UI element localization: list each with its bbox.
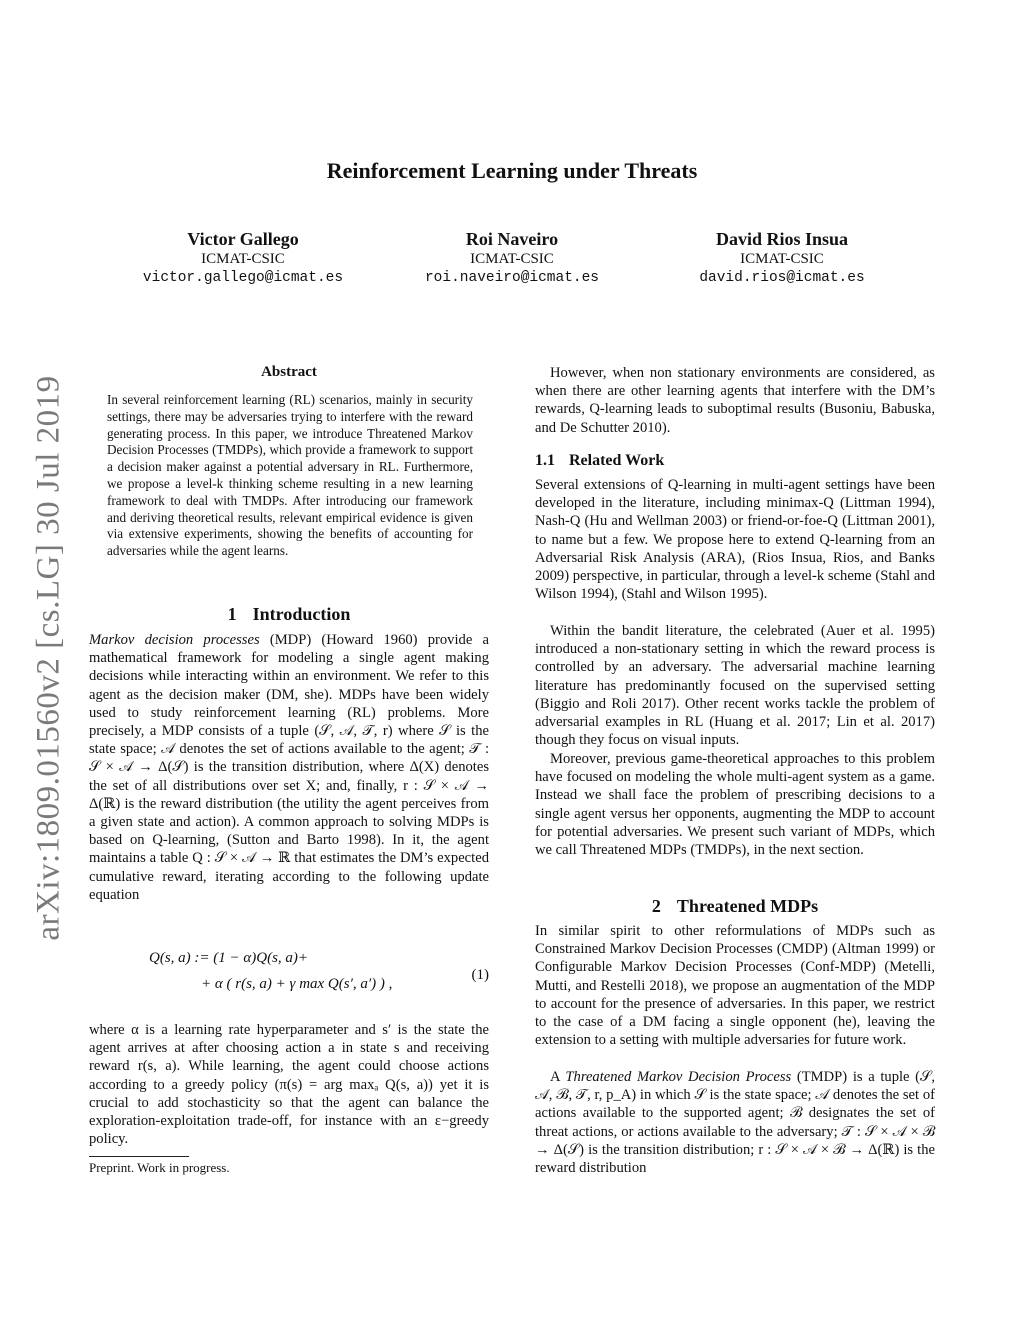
related-work-paragraph-3: Moreover, previous game-theoretical approaches to this problem have focused on modeling the whole multi-agent system as a game. Instead we shall face the problem of prescribing decisions to a single agent versus her opponents, augmenting the MDP to account for potential adversaries. We present such variant of MDPs, which we call Threatened MDPs (TMDPs), in the next section. xyxy=(535,751,935,859)
equation-line-1: Q(s, a) := (1 − α)Q(s, a)+ xyxy=(149,950,309,966)
equation-line-2: + α ( r(s, a) + γ max Q(s′, a′) ) , xyxy=(201,976,393,992)
related-work-paragraph-2: Within the bandit literature, the celebrated (Auer et al. 1995) introduced a non-stationary setting in which the reward process is controlled by an adversary. The adversarial machine learning literature has predominantly focused on the supervised setting (Biggio and Roli 2017). Other recent works tackle the problem of adversarial examples in RL (Huang et al. 2017; Lin et al. 2017) though they focus on visual inputs. xyxy=(535,623,935,749)
section-heading-threatened-mdps xyxy=(535,896,935,917)
tmdp-defined-term: Threatened Markov Decision Process xyxy=(565,1069,792,1085)
section-title: Introduction xyxy=(252,604,351,624)
tmdp-paragraph-1: In similar spirit to other reformulations of MDPs such as Constrained Markov Decision Processes (CMDP) (Altman 1999) or Configurable Markov Decision Processes (Conf-MDP) (Metelli, Mutti, and Restelli 2018), we propose an augmentation of the MDP to account for the presence of adversaries. In this paper, we restrict to the case of a DM facing a single opponent (he), leaving the extension to a setting with multiple adversaries for future work. xyxy=(535,923,935,1049)
intro-lead-term: Markov decision processes xyxy=(89,632,260,648)
tmdp-paragraph-2-prefix: A xyxy=(550,1069,566,1085)
author-block xyxy=(632,228,932,288)
subsection-heading-related-work xyxy=(535,452,935,470)
subsection-title: Related Work xyxy=(569,452,665,469)
author-email: victor.gallego@icmat.es xyxy=(142,270,344,286)
intro-paragraph-1 xyxy=(89,631,489,904)
section-title: Threatened MDPs xyxy=(676,896,819,916)
footnote-divider xyxy=(89,1156,189,1157)
author-affiliation: ICMAT-CSIC xyxy=(740,251,824,267)
subsection-number: 1.1 xyxy=(535,452,555,469)
intro-paragraph-2: where α is a learning rate hyperparameter and s′ is the state the agent arrives at after choosing action a in state s and receiving reward r(s, a). While learning, the agent could choose actions according to a greedy policy (π(s) = arg maxₐ Q(s, a)) yet it is crucial to add stochasticity so that the agent can balance the exploration-exploitation trade-off, for instance with an ε−greedy policy. xyxy=(89,1022,489,1148)
arxiv-identifier: arXiv:1809.01560v2 [cs.LG] 30 Jul 2019 xyxy=(30,375,67,941)
author-email: david.rios@icmat.es xyxy=(699,270,865,286)
author-block xyxy=(362,228,662,288)
related-work-paragraph-1: Several extensions of Q-learning in multi-agent settings have been developed in the literature, including minimax-Q (Littman 1994), Nash-Q (Hu and Wellman 2003) or friend-or-foe-Q (Littman 2001), to name but a few. We propose here to extend Q-learning from an Adversarial Risk Analysis (ARA), (Rios Insua, Rios, and Banks 2009) perspective, in particular, through a level-k scheme (Stahl and Wilson 1994), (Stahl and Wilson 1995). xyxy=(535,477,935,603)
footnote: Preprint. Work in progress. xyxy=(89,1160,230,1175)
tmdp-paragraph-2 xyxy=(535,1068,935,1177)
section-number: 2 xyxy=(651,896,661,916)
abstract-text: In several reinforcement learning (RL) scenarios, mainly in security settings, there may be adversaries trying to interfere with the reward generating process. In this paper, we introduce Threatened Markov Decision Processes (TMDPs), which provide a framework to support a decision maker against a potential adversary in RL. Furthermore, we propose a level-k thinking scheme resulting in a new learning framework to deal with TMDPs. After introducing our framework and deriving theoretical results, relevant empirical evidence is given via extensive experiments, showing the benefits of accounting for adversaries while the agent learns. xyxy=(107,392,473,559)
author-block xyxy=(93,228,393,288)
author-email: roi.naveiro@icmat.es xyxy=(424,270,600,286)
paper-title: Reinforcement Learning under Threats xyxy=(326,158,698,183)
tmdp-paragraph-2-text: (TMDP) is a tuple (𝒮, 𝒜, ℬ, 𝒯, r, p_A) in which 𝒮 is the state space; 𝒜 denotes the set of actions available to the supported agent; ℬ designates the set of threat actions, or actions available to the adversary; 𝒯 : 𝒮 × 𝒜 × ℬ → Δ(𝒮) is the transition distribution; r : 𝒮 × 𝒜 × ℬ → Δ(ℝ) is the reward distribution xyxy=(535,1069,935,1177)
author-name: David Rios Insua xyxy=(715,229,849,249)
equation-number: (1) xyxy=(471,967,489,983)
intro-paragraph-1-text: (MDP) (Howard 1960) provide a mathematical framework for modeling a single agent making decisions while interacting within an environment. We refer to this agent as the decision maker (DM, she). MDPs have been widely used to study reinforcement learning (RL) problems. More precisely, a MDP consists of a tuple (𝒮, 𝒜, 𝒯, r) where 𝒮 is the state space; 𝒜 denotes the set of actions available to the agent; 𝒯 : 𝒮 × 𝒜 → Δ(𝒮) is the transition distribution, where Δ(X) denotes the set of all distributions over set X; and, finally, r : 𝒮 × 𝒜 → Δ(ℝ) is the reward distribution (the utility the agent perceives from a given state and action). A common approach to solving MDPs is based on Q-learning, (Sutton and Barto 1998). In it, the agent maintains a table Q : 𝒮 × 𝒜 → ℝ that estimates the DM’s expected cumulative reward, iterating according to the following update equation xyxy=(89,632,489,903)
author-name: Roi Naveiro xyxy=(465,229,559,249)
author-affiliation: ICMAT-CSIC xyxy=(201,251,285,267)
author-name: Victor Gallego xyxy=(187,229,299,249)
right-paragraph-nonstationary: However, when non stationary environments are considered, as when there are other learning agents that interfere with the DM’s rewards, Q-learning leads to suboptimal results (Busoniu, Babuska, and De Schutter 2010). xyxy=(535,365,935,436)
author-affiliation: ICMAT-CSIC xyxy=(470,251,554,267)
section-number: 1 xyxy=(227,604,237,624)
section-heading-introduction xyxy=(89,604,489,625)
abstract-heading: Abstract xyxy=(261,364,317,380)
